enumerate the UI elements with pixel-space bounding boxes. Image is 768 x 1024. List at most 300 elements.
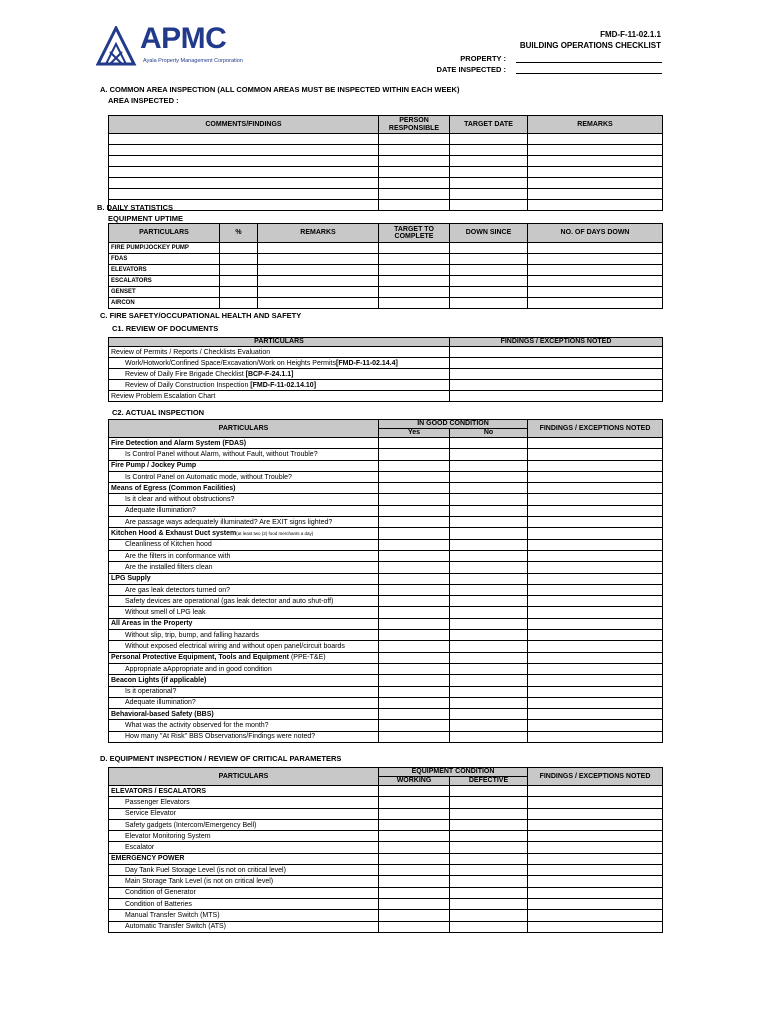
item-label	[109, 449, 379, 460]
target-cell[interactable]	[379, 243, 450, 254]
item-note: (PPE-T&E)	[289, 654, 326, 662]
table-row	[109, 200, 663, 211]
option-b-cell[interactable]	[450, 819, 528, 830]
down-since-cell[interactable]	[450, 254, 528, 265]
table-row	[109, 641, 663, 652]
option-b-cell[interactable]	[450, 731, 528, 742]
particular-label: AIRCON	[109, 298, 220, 309]
table-row	[109, 831, 663, 842]
item-text: Fire Pump / Jockey Pump	[111, 462, 197, 470]
option-a-cell[interactable]	[379, 910, 450, 921]
document-label: Review of Daily Fire Brigade Checklist	[125, 370, 246, 378]
c1-title: C1. REVIEW OF DOCUMENTS	[112, 324, 219, 333]
item-text: Is Control Panel on Automatic mode, without Trouble?	[125, 473, 292, 481]
option-a-cell[interactable]	[379, 539, 450, 550]
findings-cell[interactable]	[528, 550, 663, 561]
option-b-cell[interactable]	[450, 573, 528, 584]
option-a-cell[interactable]	[379, 494, 450, 505]
findings-cell[interactable]	[528, 731, 663, 742]
document-label: Work/Hotwork/Confined Space/Excavation/Work on Heights Permits	[125, 359, 336, 367]
remarks-cell[interactable]	[258, 254, 379, 265]
group-header-row	[109, 438, 663, 449]
apmc-logo-icon	[96, 26, 138, 66]
area-inspected-label: AREA INSPECTED :	[108, 96, 179, 105]
group-header-row	[109, 483, 663, 494]
item-label	[109, 808, 379, 819]
item-text: Is it operational?	[125, 688, 177, 696]
option-a-cell[interactable]	[379, 652, 450, 663]
equipment-uptime-table	[108, 223, 663, 309]
common-area-table	[108, 115, 663, 211]
findings-cell[interactable]	[528, 607, 663, 618]
person-cell[interactable]	[379, 167, 450, 178]
option-b-cell[interactable]	[450, 686, 528, 697]
percent-cell[interactable]	[220, 265, 258, 276]
option-b-cell[interactable]	[450, 786, 528, 797]
findings-cell[interactable]	[528, 910, 663, 921]
table-row	[109, 243, 663, 254]
remarks-cell[interactable]	[258, 243, 379, 254]
option-b-cell[interactable]	[450, 550, 528, 561]
option-a-cell[interactable]	[379, 686, 450, 697]
days-down-cell[interactable]	[528, 254, 663, 265]
option-a-cell[interactable]	[379, 876, 450, 887]
option-b-cell[interactable]	[450, 652, 528, 663]
item-label	[109, 539, 379, 550]
option-a-cell[interactable]	[379, 675, 450, 686]
option-b-cell[interactable]	[450, 797, 528, 808]
form-code: FMD-F-11-02.1.1	[600, 30, 661, 39]
section-b-title: B. DAILY STATISTICS	[97, 203, 173, 212]
percent-cell[interactable]	[220, 254, 258, 265]
target-date-cell[interactable]	[450, 200, 528, 211]
option-b-cell[interactable]	[450, 709, 528, 720]
remarks-cell[interactable]	[528, 189, 663, 200]
option-b-cell[interactable]	[450, 618, 528, 629]
option-a-cell[interactable]	[379, 797, 450, 808]
findings-cell[interactable]	[528, 797, 663, 808]
option-a-cell[interactable]	[379, 921, 450, 932]
option-a-cell[interactable]	[379, 819, 450, 830]
actual-inspection-table	[108, 419, 663, 743]
col-percent: %	[220, 224, 258, 243]
percent-cell[interactable]	[220, 298, 258, 309]
item-label	[109, 641, 379, 652]
person-cell[interactable]	[379, 189, 450, 200]
item-text: Are passage ways adequately illuminated? Are EXIT signs lighted?	[125, 518, 333, 526]
option-a-cell[interactable]	[379, 898, 450, 909]
days-down-cell[interactable]	[528, 276, 663, 287]
down-since-cell[interactable]	[450, 298, 528, 309]
findings-cell[interactable]	[528, 808, 663, 819]
item-text: Main Storage Tank Level (is not on critical level)	[125, 878, 274, 886]
particular-label: ELEVATORS	[109, 265, 220, 276]
target-cell[interactable]	[379, 254, 450, 265]
comments-cell[interactable]	[109, 178, 379, 189]
findings-cell[interactable]	[528, 505, 663, 516]
c2-title: C2. ACTUAL INSPECTION	[112, 408, 205, 417]
option-a-cell[interactable]	[379, 831, 450, 842]
target-cell[interactable]	[379, 287, 450, 298]
item-text: Manual Transfer Switch (MTS)	[125, 911, 220, 919]
findings-cell[interactable]	[528, 652, 663, 663]
option-a-cell[interactable]	[379, 842, 450, 853]
section-a-title: A. COMMON AREA INSPECTION (ALL COMMON AREAS MUST BE INSPECTED WITHIN EACH WEEK)	[100, 85, 460, 94]
table-row	[109, 686, 663, 697]
group-header-row	[109, 675, 663, 686]
findings-cell[interactable]	[450, 380, 663, 391]
col-in-good-condition: IN GOOD CONDITION	[379, 420, 528, 429]
table-row	[109, 134, 663, 145]
option-b-cell[interactable]	[450, 697, 528, 708]
findings-cell[interactable]	[528, 686, 663, 697]
option-b-cell[interactable]	[450, 842, 528, 853]
remarks-cell[interactable]	[258, 298, 379, 309]
option-b-cell[interactable]	[450, 876, 528, 887]
group-label	[109, 709, 379, 720]
target-date-cell[interactable]	[450, 189, 528, 200]
findings-cell[interactable]	[528, 853, 663, 864]
item-label	[109, 720, 379, 731]
group-header-row	[109, 528, 663, 539]
option-b-cell[interactable]	[450, 808, 528, 819]
table-row	[109, 347, 663, 358]
target-date-cell[interactable]	[450, 178, 528, 189]
table-row	[109, 358, 663, 369]
findings-cell[interactable]	[450, 369, 663, 380]
document-code: [BCP-F-24.1.1]	[245, 370, 294, 378]
remarks-cell[interactable]	[258, 265, 379, 276]
option-b-cell[interactable]	[450, 449, 528, 460]
table-row	[109, 584, 663, 595]
findings-cell[interactable]	[528, 449, 663, 460]
option-a-cell[interactable]	[379, 528, 450, 539]
col-findings: FINDINGS / EXCEPTIONS NOTED	[528, 420, 663, 438]
findings-cell[interactable]	[528, 819, 663, 830]
table-row	[109, 471, 663, 482]
option-a-cell[interactable]	[379, 663, 450, 674]
table-row	[109, 797, 663, 808]
comments-cell[interactable]	[109, 167, 379, 178]
option-b-cell[interactable]	[450, 641, 528, 652]
person-cell[interactable]	[379, 178, 450, 189]
findings-cell[interactable]	[450, 358, 663, 369]
option-a-cell[interactable]	[379, 808, 450, 819]
down-since-cell[interactable]	[450, 243, 528, 254]
option-a-cell[interactable]	[379, 471, 450, 482]
item-label	[109, 910, 379, 921]
down-since-cell[interactable]	[450, 265, 528, 276]
date-inspected-field[interactable]	[516, 63, 662, 74]
option-b-cell[interactable]	[450, 505, 528, 516]
item-text: How many "At Risk" BBS Observations/Findings were noted?	[125, 733, 316, 741]
days-down-cell[interactable]	[528, 298, 663, 309]
group-header-row	[109, 786, 663, 797]
findings-cell[interactable]	[528, 562, 663, 573]
option-a-cell[interactable]	[379, 550, 450, 561]
option-a-cell[interactable]	[379, 697, 450, 708]
table-row	[109, 380, 663, 391]
item-text: Without exposed electrical wiring and without open panel/circuit boards	[125, 642, 345, 650]
group-label	[109, 786, 379, 797]
group-label	[109, 573, 379, 584]
option-b-cell[interactable]	[450, 584, 528, 595]
item-label	[109, 494, 379, 505]
target-cell[interactable]	[379, 276, 450, 287]
option-a-cell[interactable]	[379, 720, 450, 731]
item-label	[109, 550, 379, 561]
item-text: Fire Detection and Alarm System (FDAS)	[111, 439, 247, 447]
item-text: Elevator Monitoring System	[125, 832, 211, 840]
findings-cell[interactable]	[528, 517, 663, 528]
item-label	[109, 596, 379, 607]
option-b-cell[interactable]	[450, 596, 528, 607]
findings-cell[interactable]	[528, 573, 663, 584]
percent-cell[interactable]	[220, 287, 258, 298]
option-a-cell[interactable]	[379, 596, 450, 607]
col-particulars: PARTICULARS	[109, 768, 379, 786]
item-text: Without smell of LPG leak	[125, 609, 206, 617]
option-b-cell[interactable]	[450, 630, 528, 641]
col-findings: FINDINGS / EXCEPTIONS NOTED	[450, 338, 663, 347]
item-text: ELEVATORS / ESCALATORS	[111, 787, 207, 795]
option-a-cell[interactable]	[379, 607, 450, 618]
col-days-down: NO. OF DAYS DOWN	[528, 224, 663, 243]
option-a-cell[interactable]	[379, 865, 450, 876]
col-particulars: PARTICULARS	[109, 224, 220, 243]
item-label	[109, 865, 379, 876]
findings-cell[interactable]	[528, 831, 663, 842]
findings-cell[interactable]	[528, 494, 663, 505]
table-row	[109, 167, 663, 178]
document-label: Review Problem Escalation Chart	[111, 392, 216, 400]
option-a-cell[interactable]	[379, 853, 450, 864]
item-text: Condition of Batteries	[125, 900, 192, 908]
target-date-cell[interactable]	[450, 134, 528, 145]
item-note: (at least two (2) food merchants a day)	[236, 531, 314, 537]
option-b-cell[interactable]	[450, 528, 528, 539]
comments-cell[interactable]	[109, 189, 379, 200]
findings-cell[interactable]	[528, 584, 663, 595]
findings-cell[interactable]	[528, 663, 663, 674]
option-a-cell[interactable]	[379, 887, 450, 898]
findings-cell[interactable]	[528, 618, 663, 629]
person-cell[interactable]	[379, 134, 450, 145]
person-cell[interactable]	[379, 156, 450, 167]
table-row	[109, 697, 663, 708]
down-since-cell[interactable]	[450, 287, 528, 298]
findings-cell[interactable]	[528, 483, 663, 494]
remarks-cell[interactable]	[528, 178, 663, 189]
findings-cell[interactable]	[528, 865, 663, 876]
table-row	[109, 887, 663, 898]
option-a-cell[interactable]	[379, 505, 450, 516]
item-text: Adequate illumination?	[125, 699, 196, 707]
remarks-cell[interactable]	[258, 276, 379, 287]
option-b-cell[interactable]	[450, 663, 528, 674]
remarks-cell[interactable]	[528, 134, 663, 145]
table-row	[109, 819, 663, 830]
option-b-cell[interactable]	[450, 831, 528, 842]
item-text: All Areas in the Property	[111, 620, 193, 628]
item-text: What was the activity observed for the month?	[125, 722, 269, 730]
option-a-cell[interactable]	[379, 584, 450, 595]
option-a-cell[interactable]	[379, 562, 450, 573]
item-label	[109, 562, 379, 573]
findings-cell[interactable]	[450, 347, 663, 358]
findings-cell[interactable]	[528, 460, 663, 471]
item-label	[109, 898, 379, 909]
findings-cell[interactable]	[528, 709, 663, 720]
option-b-cell[interactable]	[450, 517, 528, 528]
group-header-row	[109, 853, 663, 864]
down-since-cell[interactable]	[450, 276, 528, 287]
findings-cell[interactable]	[528, 697, 663, 708]
item-text: Are gas leak detectors turned on?	[125, 586, 231, 594]
option-a-cell[interactable]	[379, 731, 450, 742]
date-inspected-label: DATE INSPECTED :	[436, 65, 506, 74]
option-b-cell[interactable]	[450, 898, 528, 909]
property-field[interactable]	[516, 52, 662, 63]
option-b-cell[interactable]	[450, 607, 528, 618]
findings-cell[interactable]	[528, 876, 663, 887]
col-target-date: TARGET DATE	[450, 116, 528, 134]
option-b-cell[interactable]	[450, 460, 528, 471]
item-text: Service Elevator	[125, 810, 176, 818]
option-a-cell[interactable]	[379, 641, 450, 652]
option-b-cell[interactable]	[450, 853, 528, 864]
findings-cell[interactable]	[528, 898, 663, 909]
remarks-cell[interactable]	[528, 145, 663, 156]
findings-cell[interactable]	[528, 675, 663, 686]
option-a-cell[interactable]	[379, 449, 450, 460]
option-b-cell[interactable]	[450, 494, 528, 505]
remarks-cell[interactable]	[528, 156, 663, 167]
item-text: Personal Protective Equipment, Tools and Equipment	[111, 654, 290, 662]
findings-cell[interactable]	[528, 786, 663, 797]
option-a-cell[interactable]	[379, 786, 450, 797]
form-title: BUILDING OPERATIONS CHECKLIST	[519, 41, 661, 50]
option-b-cell[interactable]	[450, 865, 528, 876]
option-b-cell[interactable]	[450, 562, 528, 573]
option-b-cell[interactable]	[450, 910, 528, 921]
option-a-cell[interactable]	[379, 630, 450, 641]
option-a-cell[interactable]	[379, 573, 450, 584]
days-down-cell[interactable]	[528, 243, 663, 254]
option-b-cell[interactable]	[450, 539, 528, 550]
table-row	[109, 630, 663, 641]
remarks-cell[interactable]	[528, 200, 663, 211]
item-text: Are the filters in conformance with	[125, 552, 231, 560]
item-text: Without slip, trip, bump, and falling hazards	[125, 631, 259, 639]
option-b-cell[interactable]	[450, 675, 528, 686]
findings-cell[interactable]	[528, 630, 663, 641]
option-a-cell[interactable]	[379, 438, 450, 449]
group-label	[109, 438, 379, 449]
col-working: WORKING	[379, 777, 450, 786]
target-date-cell[interactable]	[450, 167, 528, 178]
group-label	[109, 528, 379, 539]
table-row	[109, 898, 663, 909]
item-label	[109, 471, 379, 482]
document-item	[109, 391, 450, 402]
option-b-cell[interactable]	[450, 921, 528, 932]
item-label	[109, 731, 379, 742]
findings-cell[interactable]	[528, 539, 663, 550]
option-a-cell[interactable]	[379, 709, 450, 720]
table-row	[109, 391, 663, 402]
person-cell[interactable]	[379, 145, 450, 156]
option-b-cell[interactable]	[450, 887, 528, 898]
findings-cell[interactable]	[528, 596, 663, 607]
item-label	[109, 663, 379, 674]
percent-cell[interactable]	[220, 276, 258, 287]
days-down-cell[interactable]	[528, 287, 663, 298]
col-particulars: PARTICULARS	[109, 420, 379, 438]
col-equipment-condition: EQUIPMENT CONDITION	[379, 768, 528, 777]
group-header-row	[109, 460, 663, 471]
findings-cell[interactable]	[528, 528, 663, 539]
option-a-cell[interactable]	[379, 618, 450, 629]
item-text: Means of Egress (Common Facilities)	[111, 484, 236, 492]
findings-cell[interactable]	[528, 842, 663, 853]
section-d-title: D. EQUIPMENT INSPECTION / REVIEW OF CRITICAL PARAMETERS	[100, 754, 342, 763]
item-text: Cleanliness of Kitchen hood	[125, 541, 212, 549]
option-a-cell[interactable]	[379, 517, 450, 528]
findings-cell[interactable]	[528, 887, 663, 898]
item-label	[109, 697, 379, 708]
findings-cell[interactable]	[528, 720, 663, 731]
comments-cell[interactable]	[109, 145, 379, 156]
option-b-cell[interactable]	[450, 483, 528, 494]
comments-cell[interactable]	[109, 156, 379, 167]
option-b-cell[interactable]	[450, 438, 528, 449]
percent-cell[interactable]	[220, 243, 258, 254]
table-row	[109, 596, 663, 607]
remarks-cell[interactable]	[528, 167, 663, 178]
col-yes: Yes	[379, 429, 450, 438]
option-a-cell[interactable]	[379, 483, 450, 494]
col-no: No	[450, 429, 528, 438]
person-cell[interactable]	[379, 200, 450, 211]
particular-label: GENSET	[109, 287, 220, 298]
findings-cell[interactable]	[528, 641, 663, 652]
days-down-cell[interactable]	[528, 265, 663, 276]
item-label	[109, 842, 379, 853]
document-label: Review of Permits / Reports / Checklists Evaluation	[111, 348, 271, 356]
item-text: Passenger Elevators	[125, 798, 190, 806]
target-date-cell[interactable]	[450, 145, 528, 156]
findings-cell[interactable]	[528, 921, 663, 932]
table-row	[109, 539, 663, 550]
item-text: Appropriate aAppropriate and in good condition	[125, 665, 272, 673]
col-target-complete: TARGET TO COMPLETE	[379, 224, 450, 243]
comments-cell[interactable]	[109, 134, 379, 145]
findings-cell[interactable]	[528, 471, 663, 482]
table-row	[109, 494, 663, 505]
table-row	[109, 178, 663, 189]
findings-cell[interactable]	[450, 391, 663, 402]
option-a-cell[interactable]	[379, 460, 450, 471]
table-row	[109, 842, 663, 853]
option-b-cell[interactable]	[450, 720, 528, 731]
target-cell[interactable]	[379, 265, 450, 276]
remarks-cell[interactable]	[258, 287, 379, 298]
findings-cell[interactable]	[528, 438, 663, 449]
target-date-cell[interactable]	[450, 156, 528, 167]
option-b-cell[interactable]	[450, 471, 528, 482]
target-cell[interactable]	[379, 298, 450, 309]
